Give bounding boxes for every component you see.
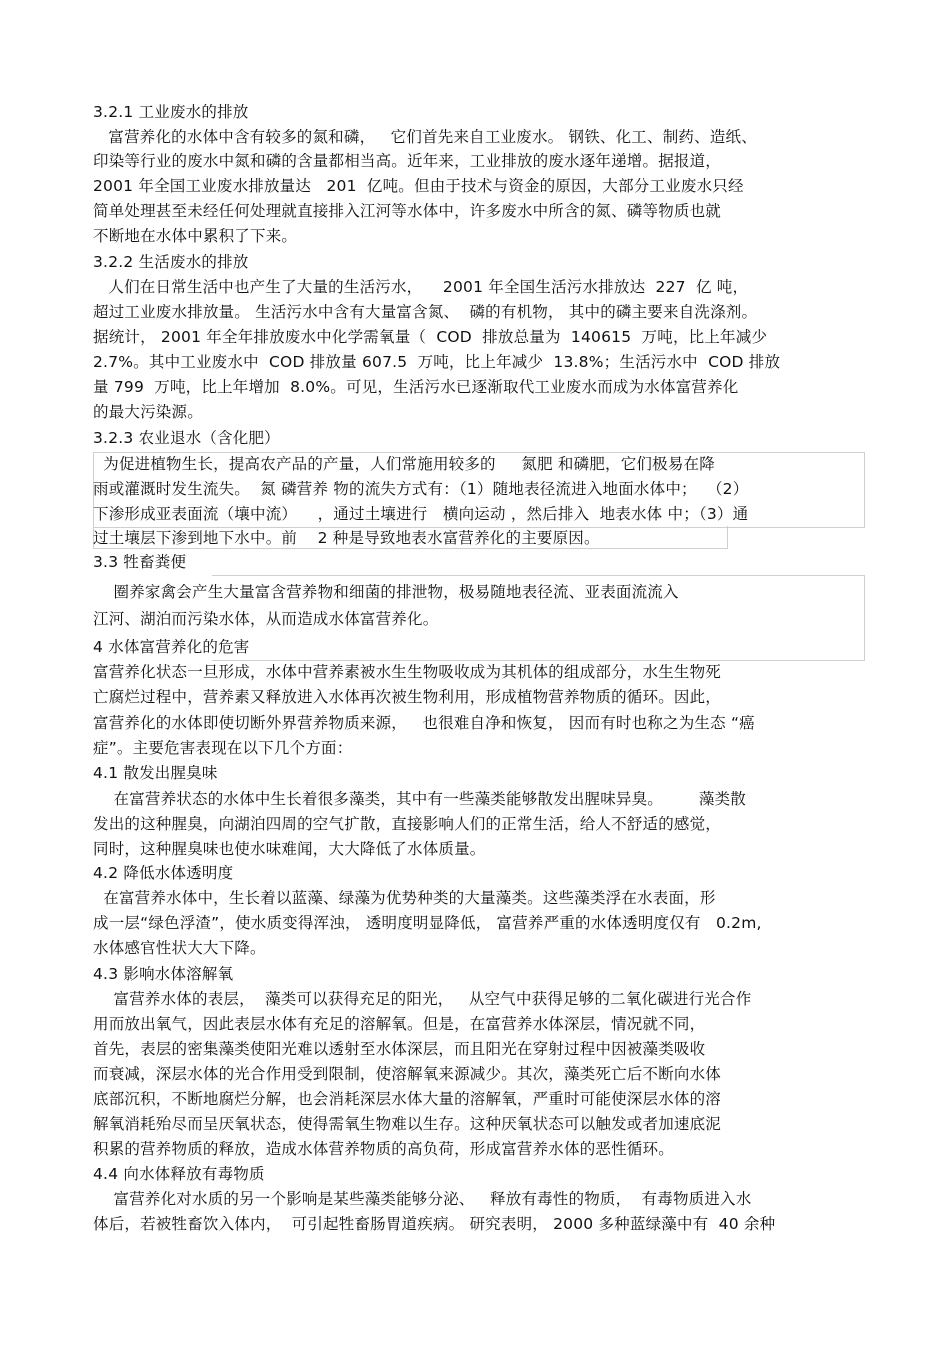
- paragraph-line: 发出的这种腥臭，向湖泊四周的空气扩散，直接影响人们的正常生活，给人不舒适的感觉，: [93, 815, 722, 833]
- paragraph-line: 在富营养水体中，生长着以蓝藻、绿藻为优势种类的大量藻类。这些藻类浮在水表面，形: [93, 889, 716, 907]
- paragraph-line: 江河、湖泊而污染水体，从而造成水体富营养化。: [93, 610, 439, 628]
- paragraph-line: 简单处理甚至未经任何处理就直接排入江河等水体中，许多废水中所含的氮、磷等物质也就: [93, 202, 722, 220]
- heading-4-3: 4.3 影响水体溶解氧: [93, 965, 234, 983]
- paragraph-line: 而衰减，深层水体的光合作用受到限制，使溶解氧来源减少。其次，藻类死亡后不断向水体: [93, 1065, 722, 1083]
- paragraph-line: 量 799 万吨，比上年增加 8.0%。可见，生活污水已逐渐取代工业废水而成为水体富营养化: [93, 378, 739, 396]
- heading-3-3: 3.3 牲畜粪便: [93, 553, 187, 571]
- paragraph-line: 富营养化的水体即使切断外界营养物质来源， 也很难自净和恢复， 因而有时也称之为生态 “癌: [93, 714, 755, 732]
- heading-4-1: 4.1 散发出腥臭味: [93, 764, 218, 782]
- paragraph-line: 首先，表层的密集藻类使阳光难以透射至水体深层，而且阳光在穿射过程中因被藻类吸收: [93, 1040, 706, 1058]
- heading-3-2-1: 3.2.1 工业废水的排放: [93, 103, 249, 121]
- paragraph-line: 人们在日常生活中也产生了大量的生活污水， 2001 年全国生活污水排放达 227 亿 吨，: [93, 278, 749, 296]
- paragraph-line: 在富营养状态的水体中生长着很多藻类，其中有一些藻类能够散发出腥味异臭。 藻类散: [93, 790, 746, 808]
- paragraph-line: 不断地在水体中累积了下来。: [93, 227, 298, 245]
- heading-3-2-2: 3.2.2 生活废水的排放: [93, 253, 249, 271]
- paragraph-line: 富营养化状态一旦形成，水体中营养素被水生生物吸收成为其机体的组成部分，水生生物死: [93, 663, 722, 681]
- paragraph-line: 水体感官性状大大下降。: [93, 939, 266, 957]
- paragraph-line: 富营养水体的表层， 藻类可以获得充足的阳光， 从空气中获得足够的二氧化碳进行光合作: [93, 990, 752, 1008]
- paragraph-line: 底部沉积，不断地腐烂分解，也会消耗深层水体大量的溶解氧，严重时可能使深层水体的溶: [93, 1090, 722, 1108]
- paragraph-line: 积累的营养物质的释放，造成水体营养物质的高负荷，形成富营养水体的恶性循环。: [93, 1140, 674, 1158]
- paragraph-line: 为促进植物生长，提高农产品的产量，人们常施用较多的 氮肥 和磷肥，它们极易在降: [93, 455, 715, 473]
- paragraph-line: 亡腐烂过程中，营养素又释放进入水体再次被生物利用，形成植物营养物质的循环。因此，: [93, 688, 722, 706]
- paragraph-line: 的最大污染源。: [93, 403, 203, 421]
- paragraph-line: 富营养化的水体中含有较多的氮和磷， 它们首先来自工业废水。 钢铁、化工、制药、造纸、: [93, 128, 757, 146]
- paragraph-line: 过土壤层下渗到地下水中。前 2 种是导致地表水富营养化的主要原因。: [93, 529, 600, 547]
- paragraph-line: 同时，这种腥臭味也使水味难闻，大大降低了水体质量。: [93, 840, 486, 858]
- paragraph-line: 成一层“绿色浮渣”，使水质变得浑浊， 透明度明显降低， 富营养严重的水体透明度仅有 0.2m,: [93, 914, 762, 932]
- paragraph-line: 圈养家禽会产生大量富含营养物和细菌的排泄物，极易随地表径流、亚表面流流入: [93, 583, 679, 601]
- paragraph-line: 下渗形成亚表面流（壤中流） ，通过土壤进行 横向运动 ，然后排入 地表水体 中；（3）通: [93, 505, 749, 523]
- paragraph-line: 超过工业废水排放量。 生活污水中含有大量富含氮、 磷的有机物， 其中的磷主要来自洗涤剂。: [93, 303, 758, 321]
- paragraph-line: 解氧消耗殆尽而呈厌氧状态，使得需氧生物难以生存。这种厌氧状态可以触发或者加速底泥: [93, 1115, 722, 1133]
- heading-3-2-3: 3.2.3 农业退水（含化肥）: [93, 429, 280, 447]
- heading-4: 4 水体富营养化的危害: [93, 638, 250, 656]
- heading-4-2: 4.2 降低水体透明度: [93, 864, 234, 882]
- paragraph-line: 富营养化对水质的另一个影响是某些藻类能够分泌、 释放有毒性的物质， 有毒物质进入水: [93, 1190, 752, 1208]
- paragraph-line: 用而放出氧气，因此表层水体有充足的溶解氧。但是，在富营养水体深层，情况就不同，: [93, 1015, 706, 1033]
- paragraph-line: 雨或灌溉时发生流失。 氮 磷营养 物的流失方式有：（1）随地表径流进入地面水体中； （2）: [93, 480, 749, 498]
- heading-4-4: 4.4 向水体释放有毒物质: [93, 1165, 265, 1183]
- paragraph-line: 据统计， 2001 年全年排放废水中化学需氧量（ COD 排放总量为 140615 万吨，比上年减少: [93, 328, 768, 346]
- paragraph-line: 2001 年全国工业废水排放量达 201 亿吨。但由于技术与资金的原因，大部分工业废水只经: [93, 177, 744, 195]
- paragraph-line: 体后，若被牲畜饮入体内， 可引起牲畜肠胃道疾病。 研究表明， 2000 多种蓝绿藻中有 40 余种: [93, 1215, 776, 1233]
- paragraph-line: 印染等行业的废水中氮和磷的含量都相当高。近年来，工业排放的废水逐年递增。据报道，: [93, 152, 722, 170]
- paragraph-line: 2.7%。其中工业废水中 COD 排放量 607.5 万吨，比上年减少 13.8%；生活污水中 COD 排放: [93, 353, 781, 371]
- paragraph-line: 症”。主要危害表现在以下几个方面：: [93, 739, 353, 757]
